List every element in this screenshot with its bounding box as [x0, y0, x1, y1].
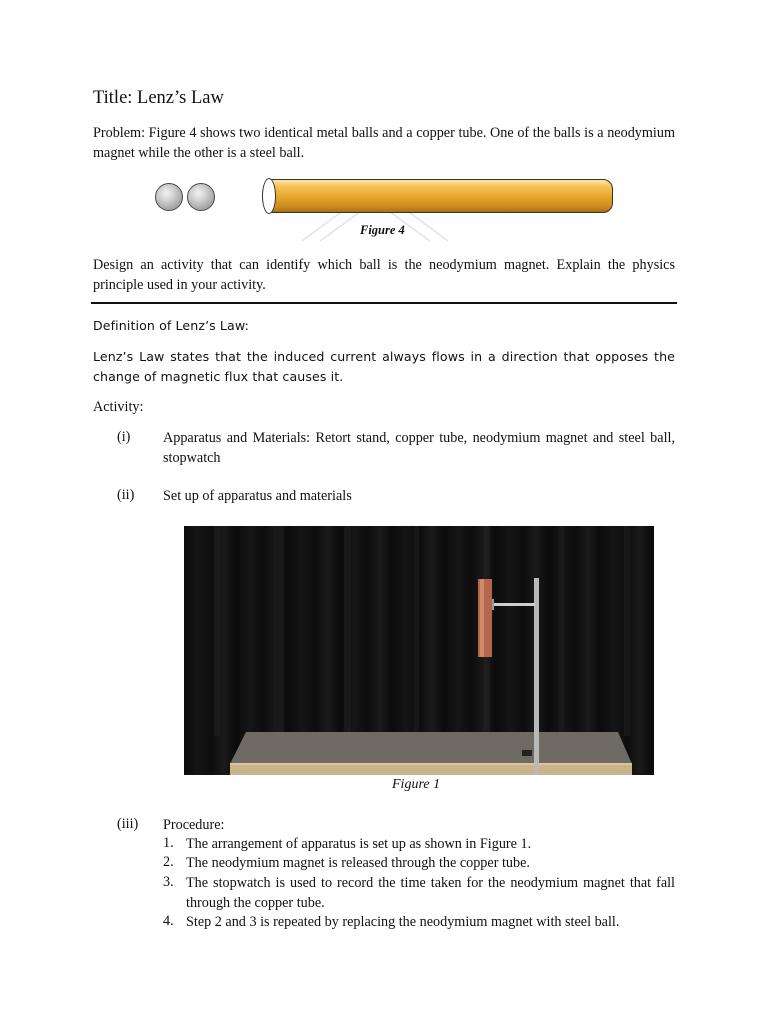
apparatus-materials: Apparatus and Materials: Retort stand, copper tube, neodymium magnet and steel ball, stopwatch [163, 430, 675, 466]
copper-tube [268, 179, 613, 213]
figure-4-caption: Figure 4 [360, 223, 405, 237]
activity-heading: Activity: [93, 399, 144, 415]
procedure-step: The arrangement of apparatus is set up as shown in Figure 1. [186, 836, 532, 852]
item-number: (i) [117, 429, 131, 445]
procedure-step: The stopwatch is used to record the time taken for the neodymium magnet that fall through the copper tube. [186, 875, 675, 911]
setup-heading: Set up of apparatus and materials [163, 488, 352, 504]
definition-heading: Definition of Lenz’s Law: [93, 318, 249, 333]
step-number: 1. [163, 835, 174, 851]
metal-ball-1 [155, 183, 183, 211]
copper-tube-opening [262, 178, 276, 214]
step-number: 3. [163, 874, 174, 890]
definition-text: Lenz’s Law states that the induced current always flows in a direction that opposes the change of magnetic flux that causes it. [93, 349, 675, 384]
page-title: Title: Lenz’s Law [93, 88, 224, 108]
apparatus-photo [184, 526, 654, 775]
procedure-heading: Procedure: [163, 817, 225, 833]
item-number: (iii) [117, 816, 139, 832]
procedure-step: Step 2 and 3 is repeated by replacing the neodymium magnet with steel ball. [186, 914, 620, 930]
problem-statement: Problem: Figure 4 shows two identical metal balls and a copper tube. One of the balls is a neodymium magnet while the other is a steel ball. [93, 125, 675, 161]
item-number: (ii) [117, 487, 135, 503]
step-number: 2. [163, 854, 174, 870]
section-divider [91, 302, 677, 304]
procedure-step: The neodymium magnet is released through the copper tube. [186, 855, 530, 871]
design-task: Design an activity that can identify which ball is the neodymium magnet. Explain the physics principle used in your activity. [93, 257, 675, 293]
figure-1-caption: Figure 1 [392, 777, 441, 792]
step-number: 4. [163, 913, 174, 929]
metal-ball-2 [187, 183, 215, 211]
